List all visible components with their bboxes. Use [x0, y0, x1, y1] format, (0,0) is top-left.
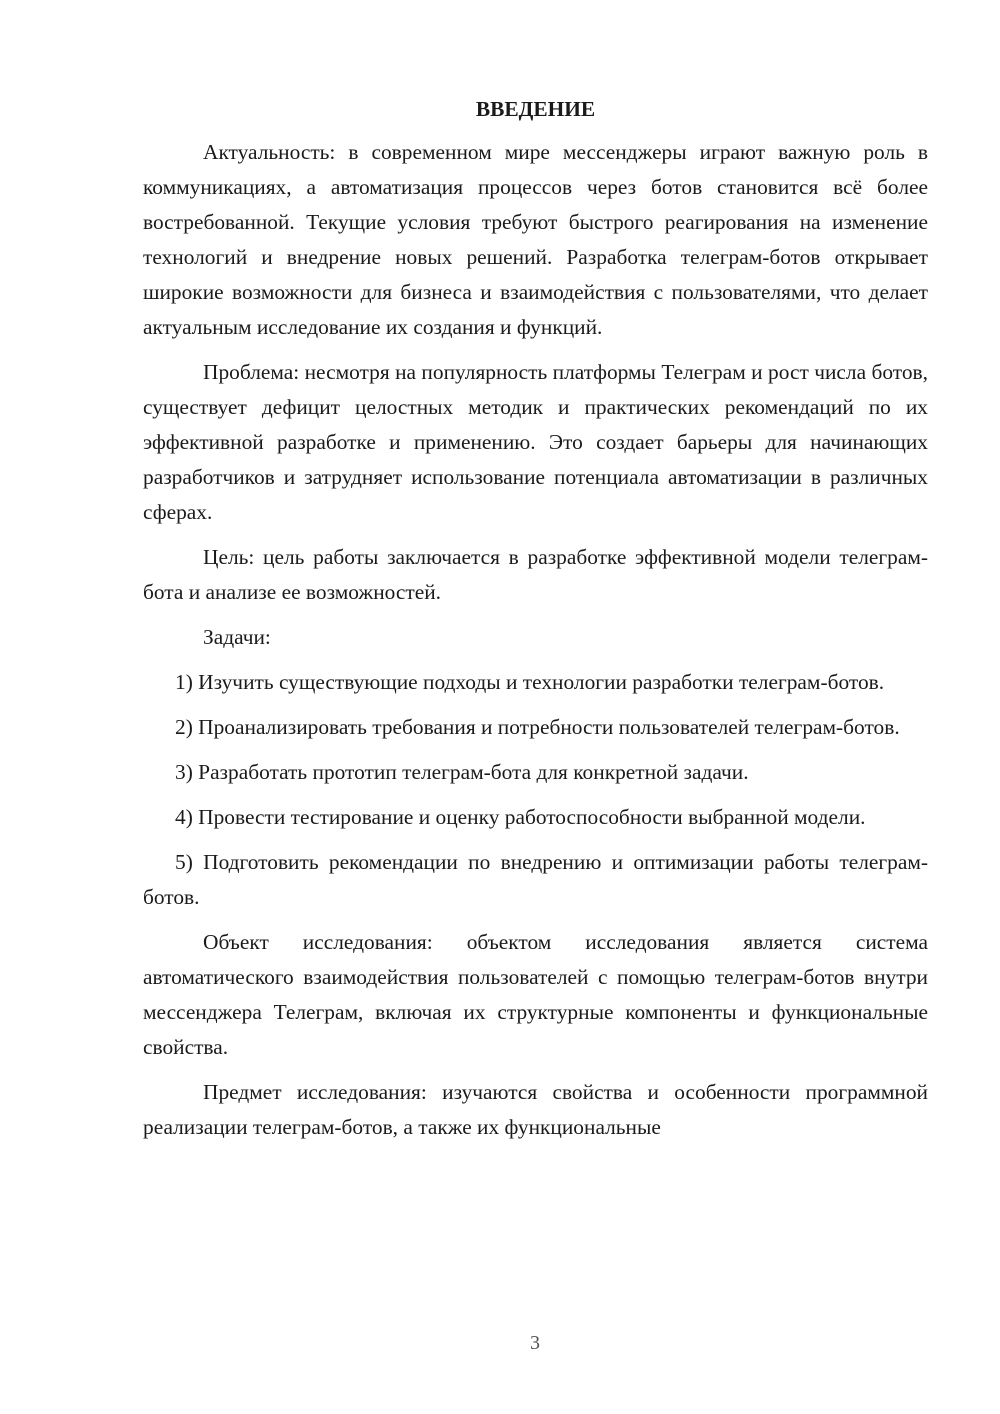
task-item-1: 1) Изучить существующие подходы и технологии разработки телеграм-ботов.	[175, 670, 885, 694]
subject-paragraph: Предмет исследования: изучаются свойства и особенности программной реализации телеграм-ботов, а также их функциональные	[143, 1080, 928, 1139]
object-paragraph: Объект исследования: объектом исследования является система автоматического взаимодействия пользователей с помощью телеграм-ботов внутри мессенджера Телеграм, включая их структурные компоненты и функциональные свойства.	[143, 930, 928, 1059]
task-item-2: 2) Проанализировать требования и потребности пользователей телеграм-ботов.	[175, 715, 900, 739]
task-item-3: 3) Разработать прототип телеграм-бота для конкретной задачи.	[175, 760, 749, 784]
problem-paragraph: Проблема: несмотря на популярность платформы Телеграм и рост числа ботов, существует дефицит целостных методик и практических рекомендаций по их эффективной разработке и применению. Это создает барьеры для начинающих разработчиков и затрудняет использование потенциала автоматизации в различных сферах.	[143, 360, 928, 524]
section-heading: ВВЕДЕНИЕ	[475, 97, 596, 121]
page-content	[143, 92, 928, 1155]
relevance-paragraph: Актуальность: в современном мире мессенджеры играют важную роль в коммуникациях, а автоматизация процессов через ботов становится всё более востребованной. Текущие условия требуют быстрого реагирования на изменение технологий и внедрение новых решений. Разработка телеграм-ботов открывает широкие возможности для бизнеса и взаимодействия с пользователями, что делает актуальным исследование их создания и функций.	[143, 140, 928, 339]
task-item-5: 5) Подготовить рекомендации по внедрению и оптимизации работы телеграм-ботов.	[143, 850, 928, 909]
page-number: 3	[530, 1332, 540, 1354]
task-item-4: 4) Провести тестирование и оценку работоспособности выбранной модели.	[175, 805, 866, 829]
goal-paragraph: Цель: цель работы заключается в разработке эффективной модели телеграм-бота и анализе ее возможностей.	[143, 545, 928, 604]
tasks-label: Задачи:	[203, 625, 271, 649]
